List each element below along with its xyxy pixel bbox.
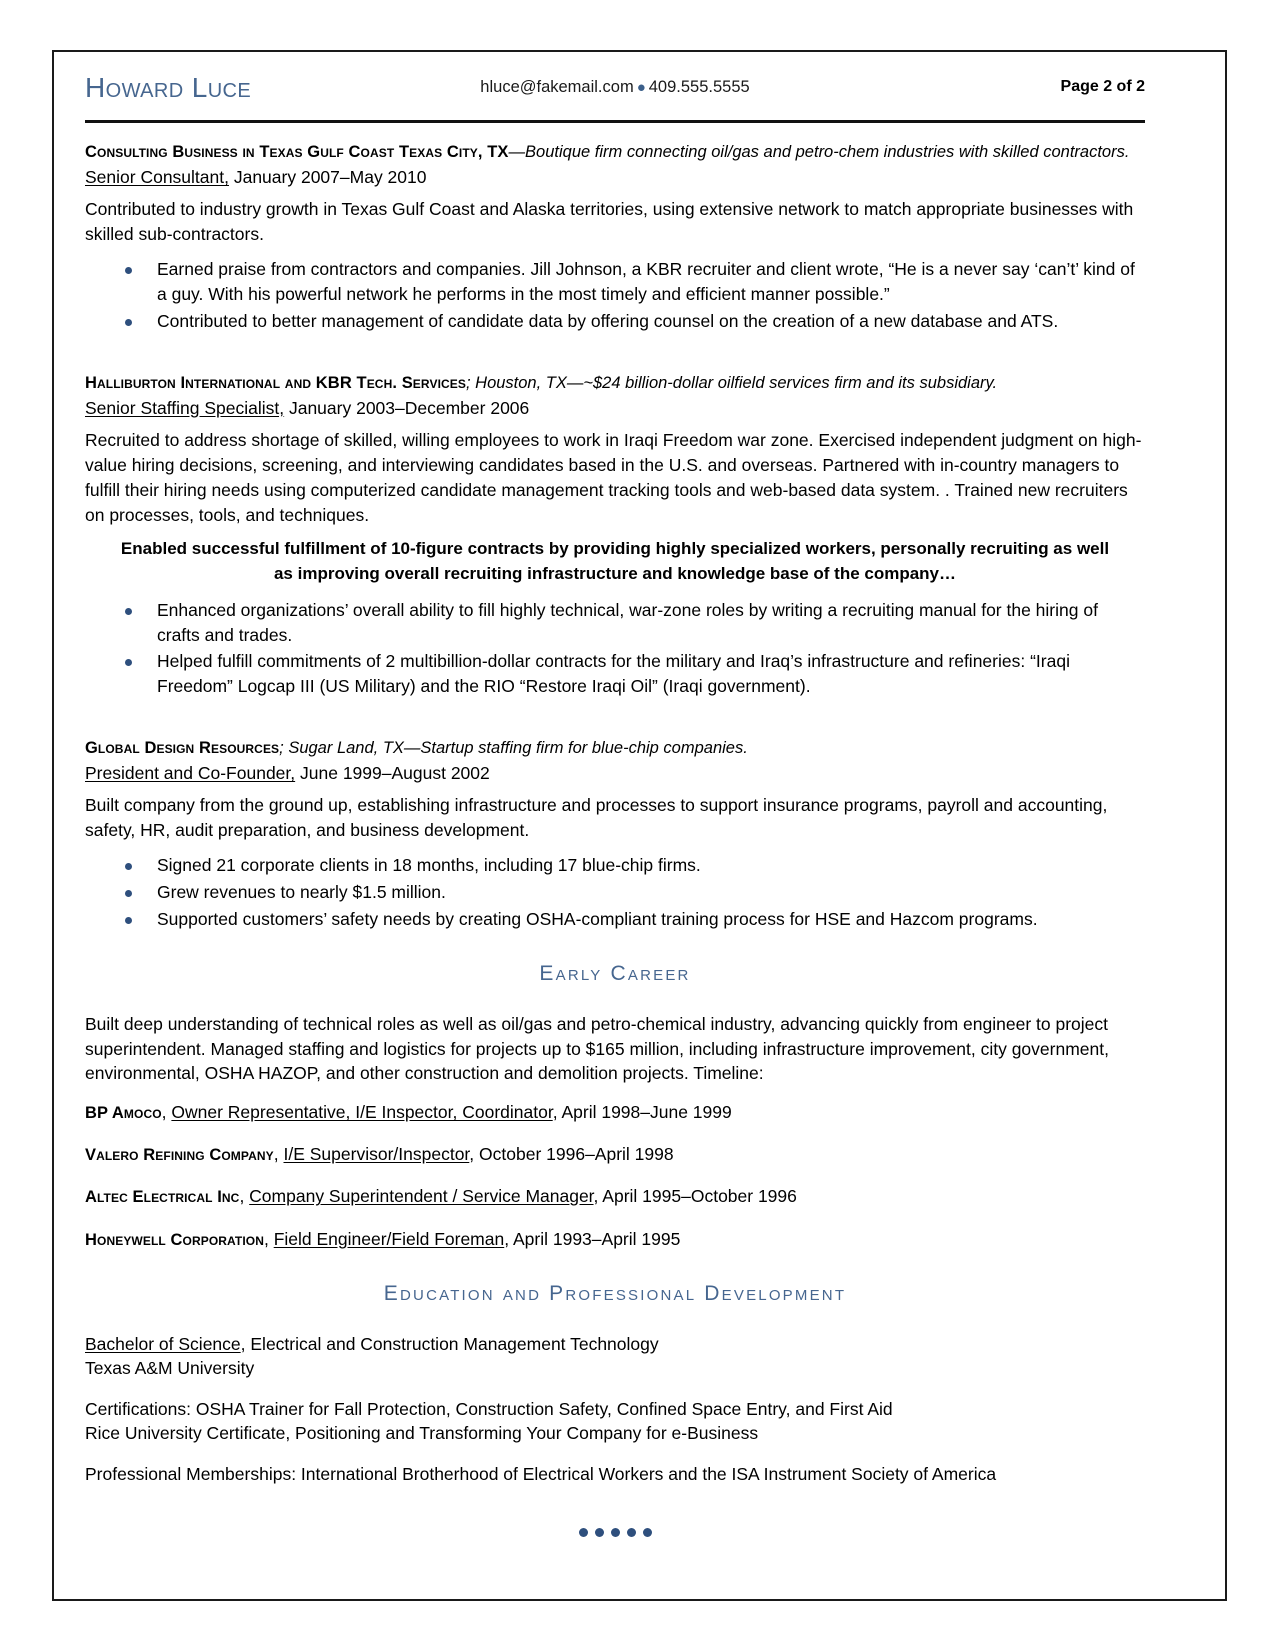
early-career-role: Field Engineer/Field Foreman	[273, 1228, 505, 1249]
early-career-entry: Honeywell Corporation, Field Engineer/Field Foreman, April 1993–April 1995	[85, 1228, 681, 1249]
early-career-entry: Altec Electrical Inc, Company Superintendent / Service Manager, April 1995–October 1996	[85, 1186, 797, 1207]
job-bullet-list	[85, 257, 1145, 334]
certifications-block	[85, 1397, 1145, 1446]
early-career-role: Owner Representative, I/E Inspector, Coordinator	[171, 1102, 553, 1123]
list-item: Signed 21 corporate clients in 18 months, including 17 blue-chip firms.	[85, 853, 1145, 878]
certifications-line-2: Rice University Certificate, Positioning and Transforming Your Company for e-Business	[85, 1423, 759, 1444]
dot-icon	[643, 1528, 652, 1537]
job-entry	[85, 372, 1145, 699]
early-career-intro: Built deep understanding of technical roles as well as oil/gas and petro-chemical industry, advancing quickly from engineer to project superintendent. Managed staffing and logistics for projects up to $165 million, including infrastructure improvement, city government, environmental, OSHA HAZOP, and other construction and demolition projects. Timeline:	[85, 1013, 1109, 1084]
early-career-entry: BP Amoco, Owner Representative, I/E Inspector, Coordinator, April 1998–June 1999	[85, 1102, 732, 1123]
job-company-separator: —	[508, 143, 526, 161]
dot-icon	[611, 1528, 620, 1537]
list-item: Enhanced organizations’ overall ability to fill highly technical, war-zone roles by writing a recruiting manual for the hiring of crafts and trades.	[85, 598, 1145, 648]
job-company-separator: ;	[465, 373, 476, 392]
dot-icon	[627, 1528, 636, 1537]
job-title-line	[85, 396, 1145, 421]
job-bullet-list	[85, 598, 1145, 699]
early-career-dates: , April 1998–June 1999	[552, 1102, 732, 1123]
job-company-description: Sugar Land, TX—Startup staffing firm for blue-chip companies.	[288, 739, 748, 758]
job-company-line	[85, 372, 1145, 395]
list-item: Contributed to better management of candidate data by offering counsel on the creation of a new database and ATS.	[85, 309, 1145, 334]
certifications-line-1: Certifications: OSHA Trainer for Fall Protection, Construction Safety, Confined Space Entry, and First Aid	[85, 1398, 893, 1419]
memberships-line: Professional Memberships: International Brotherhood of Electrical Workers and the ISA Instrument Society of America	[85, 1463, 997, 1484]
dot-icon	[595, 1528, 604, 1537]
job-title-line	[85, 165, 1145, 190]
job-entry	[85, 141, 1145, 334]
early-career-role: I/E Supervisor/Inspector	[283, 1144, 470, 1165]
job-company-line	[85, 737, 1145, 760]
job-company-description: Houston, TX—~$24 billion-dollar oilfield services firm and its subsidiary.	[475, 373, 998, 392]
education-degree: Bachelor of Science	[85, 1333, 241, 1354]
job-title: President and Co-Founder,	[85, 762, 296, 783]
job-company-description: Boutique firm connecting oil/gas and petro-chem industries with skilled contractors.	[525, 143, 1130, 161]
job-title: Senior Consultant,	[85, 166, 229, 187]
job-company-separator: ;	[279, 739, 289, 758]
list-item: Helped fulfill commitments of 2 multibillion-dollar contracts for the military and Iraq’s infrastructure and refineries: “Iraqi Freedom” Logcap III (US Military) and the RIO “Restore Iraqi Oil” (Iraqi government).	[85, 649, 1145, 699]
section-spacer	[85, 703, 1145, 737]
education-school: Texas A&M University	[85, 1358, 255, 1379]
list-item: Earned praise from contractors and companies. Jill Johnson, a KBR recruiter and client wrote, “He is a never say ‘can’t’ kind of a guy. With his powerful network he performs in the most timely and efficient manner possible.”	[85, 257, 1145, 307]
bullet-separator-icon: ●	[636, 79, 646, 96]
job-entry	[85, 737, 1145, 932]
job-company-name: Consulting Business in Texas Gulf Coast Texas City, TX	[85, 143, 509, 161]
education-degree-block	[85, 1332, 1145, 1381]
job-dates: June 1999–August 2002	[295, 762, 490, 783]
job-company-line	[85, 141, 1145, 164]
job-dates: January 2003–December 2006	[284, 397, 530, 418]
job-title: Senior Staffing Specialist,	[85, 397, 285, 418]
list-item: Supported customers’ safety needs by creating OSHA-compliant training process for HSE and Hazcom programs.	[85, 907, 1145, 932]
section-spacer	[85, 338, 1145, 372]
early-career-company: Altec Electrical Inc	[85, 1188, 240, 1207]
email-text: hluce@fakemail.com	[480, 78, 634, 96]
job-company-name: Halliburton International and KBR Tech. Services	[85, 373, 466, 392]
job-summary: Recruited to address shortage of skilled, willing employees to work in Iraqi Freedom war zone. Exercised independent judgment on high-value hiring decisions, screening, and interviewing candidates based in the U.S. and overseas. Partnered with in-country managers to fulfill their hiring needs using computerized candidate management tracking tools and web-based data system. . Trained new recruiters on processes, tools, and techniques.	[85, 430, 1142, 525]
early-career-role: Company Superintendent / Service Manager	[249, 1186, 594, 1207]
section-heading-early-career: Early Career	[539, 961, 691, 985]
list-item: Grew revenues to nearly $1.5 million.	[85, 880, 1145, 905]
resume-header	[85, 72, 1145, 114]
job-summary: Built company from the ground up, establishing infrastructure and processes to support insurance programs, payroll and accounting, safety, HR, audit preparation, and business development.	[85, 795, 1108, 841]
job-highlight-statement: Enabled successful fulfillment of 10-figure contracts by providing highly specialized workers, personally recruiting as well as improving overall recruiting infrastructure and knowledge base of the company…	[120, 539, 1110, 583]
early-career-dates: , April 1993–April 1995	[504, 1228, 681, 1249]
early-career-company: BP Amoco	[85, 1104, 162, 1123]
job-dates: January 2007–May 2010	[228, 166, 427, 187]
early-career-entry: Valero Refining Company, I/E Supervisor/Inspector, October 1996–April 1998	[85, 1144, 674, 1165]
phone-text: 409.555.5555	[648, 78, 750, 96]
early-career-dates: , April 1995–October 1996	[593, 1186, 797, 1207]
page-number-label: Page 2 of 2	[1060, 78, 1145, 95]
resume-page	[85, 72, 1145, 1537]
job-summary: Contributed to industry growth in Texas Gulf Coast and Alaska territories, using extensive network to match appropriate businesses with skilled sub-contractors.	[85, 199, 1134, 245]
early-career-dates: , October 1996–April 1998	[469, 1144, 674, 1165]
job-bullet-list	[85, 853, 1145, 932]
education-degree-field: , Electrical and Construction Management Technology	[240, 1333, 659, 1354]
section-heading-education: Education and Professional Development	[383, 1281, 847, 1305]
job-title-line	[85, 761, 1145, 786]
page-title: Howard Luce	[85, 72, 252, 103]
header-divider	[85, 120, 1145, 123]
dot-icon	[579, 1528, 588, 1537]
early-career-company: Honeywell Corporation	[85, 1230, 264, 1249]
footer-decorative-dots	[85, 1528, 1145, 1537]
early-career-company: Valero Refining Company	[85, 1146, 274, 1165]
job-company-name: Global Design Resources	[85, 739, 280, 758]
